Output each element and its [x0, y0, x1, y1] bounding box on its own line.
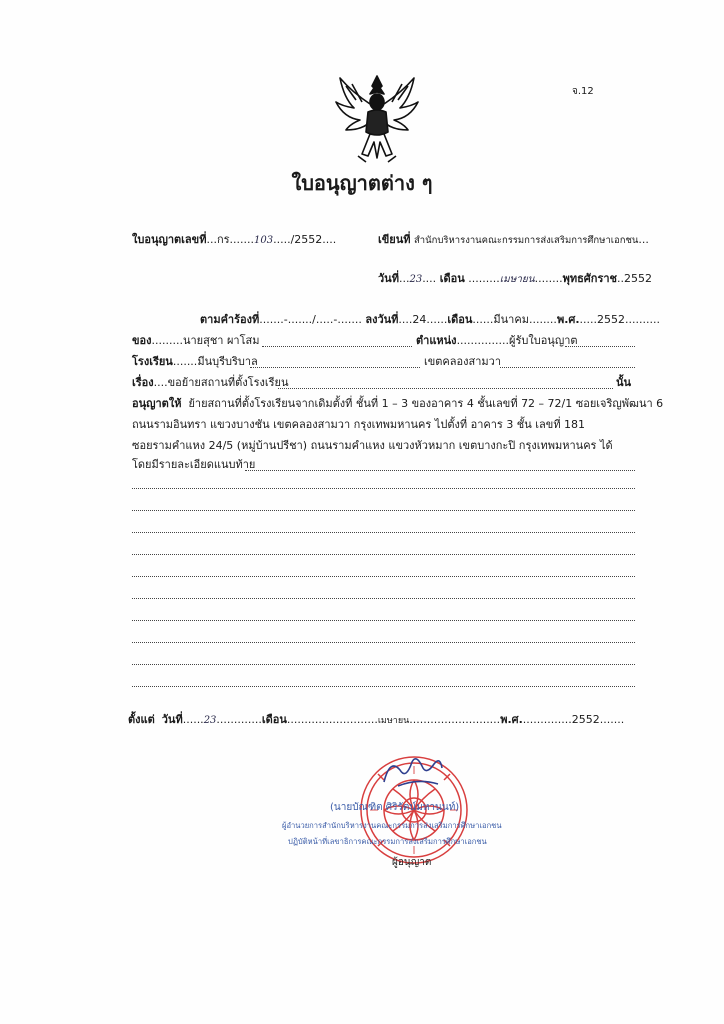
position-dots [565, 346, 635, 347]
license-year: /2552 [290, 233, 323, 246]
district-dots [500, 367, 635, 368]
garuda-emblem-icon [332, 72, 422, 164]
issue-day-label: วันที่ [378, 272, 399, 285]
written-at-label: เขียนที่ [378, 233, 411, 246]
subject-label: เรื่อง [132, 376, 154, 389]
signature-icon [378, 752, 448, 796]
school-row: โรงเรียน.......มีนบุรีบริบาล [132, 355, 258, 368]
issue-year: 2552 [624, 272, 653, 285]
effective-month-label: เดือน [261, 713, 287, 726]
signatory-name: (นายบัณฑิต ศิริรัตน์มหานนท์) [330, 802, 460, 813]
form-code: จ.12 [572, 86, 594, 97]
issue-month: เมษายน [499, 274, 535, 285]
subject-end: นั้น [616, 376, 632, 389]
school-name: มีนบุรีบริบาล [197, 355, 258, 368]
subject-dots [278, 388, 613, 389]
permit-line-2: ถนนรามอินทรา แขวงบางชัน เขตคลองสามวา กรุงเทพมหานคร ไปตั้งที่ อาคาร 3 ชั้น เลขที่ 181 [132, 418, 586, 431]
document-title: ใบอนุญาตต่าง ๆ [291, 171, 433, 195]
issue-day: 23 [409, 274, 423, 285]
request-row: ตามคำร้องที่.......-......./.....-....... ลงวันที่....24......เดือน......มีนาคม........พ.ศ......2552.......... [200, 313, 660, 326]
blank-line [132, 532, 635, 533]
position-cell: ตำแหน่ง...............ผู้รับใบอนุญาต [416, 334, 578, 347]
blank-line [132, 642, 635, 643]
signatory-role: ผู้อนุญาต [392, 857, 432, 868]
issue-year-label: พุทธศักราช [562, 272, 618, 285]
of-label: ของ [132, 334, 152, 347]
request-year: 2552 [597, 313, 626, 326]
position-value: ผู้รับใบอนุญาต [509, 334, 578, 347]
of-name: นายสุชา ผาโสม [182, 334, 260, 347]
blank-line [132, 576, 635, 577]
request-date-label: ลงวันที่ [365, 313, 399, 326]
license-prefix: กร [216, 233, 230, 246]
subject-value: ขอย้ายสถานที่ตั้งโรงเรียน [167, 376, 289, 389]
blank-line [132, 686, 635, 687]
permit-label: อนุญาตให้ [132, 397, 182, 410]
effective-day-label: วันที่ [161, 713, 183, 726]
position-label: ตำแหน่ง [416, 334, 457, 347]
effective-year: 2552 [571, 713, 600, 726]
blank-line [132, 620, 635, 621]
effective-label: ตั้งแต่ [128, 713, 155, 726]
permit-text-1: ย้ายสถานที่ตั้งโรงเรียนจากเดิมตั้งที่ ชั้นที่ 1 – 3 ของอาคาร 4 ชั้นเลขที่ 72 – 72/1 ซอยเจริญพัฒนา 6 [188, 397, 664, 410]
request-month-label: เดือน [447, 313, 473, 326]
blank-line [132, 664, 635, 665]
issue-date-row: วันที่...23.... เดือน .........เมษายน........พุทธศักราช..2552 [378, 272, 653, 285]
request-number: -......./.....-...... [283, 313, 359, 326]
signatory-title-1: ผู้อำนวยการสำนักบริหารงานคณะกรรมการส่งเสริมการศึกษาเอกชน [282, 821, 502, 830]
of-row: ของ.........นายสุชา ผาโสม [132, 334, 260, 347]
effective-day: 23 [203, 715, 217, 726]
request-day: 24 [412, 313, 427, 326]
issue-month-label: เดือน [439, 272, 465, 285]
permit-line-4: โดยมีรายละเอียดแนบท้าย [132, 458, 256, 471]
permit-line-3: ซอยรามคำแหง 24/5 (หมู่บ้านปรีชา) ถนนรามคำแหง แขวงหัวหมาก เขตบางกะปิ กรุงเทพมหานคร ได้ [132, 439, 613, 452]
blank-line [132, 488, 635, 489]
permit-dots-4 [245, 470, 635, 471]
effective-month: เมษายน [377, 716, 410, 726]
subject-row: เรื่อง....ขอย้ายสถานที่ตั้งโรงเรียน [132, 376, 289, 389]
of-name-dots [262, 346, 412, 347]
effective-year-label: พ.ศ. [500, 713, 523, 726]
school-dots [250, 367, 420, 368]
request-label: ตามคำร้องที่ [200, 313, 260, 326]
request-month: มีนาคม [493, 313, 529, 326]
license-number-row: ใบอนุญาตเลขที่...กร.......103...../2552.... [132, 233, 337, 246]
blank-line [132, 554, 635, 555]
blank-line [132, 510, 635, 511]
license-number: 103 [254, 235, 274, 246]
written-at-value: สำนักบริหารงานคณะกรรมการส่งเสริมการศึกษาเอกชน [414, 235, 639, 246]
school-label: โรงเรียน [132, 355, 173, 368]
permit-line-1 [132, 394, 663, 412]
written-at-row: เขียนที่ สำนักบริหารงานคณะกรรมการส่งเสริมการศึกษาเอกชน... [378, 233, 649, 246]
blank-line [132, 598, 635, 599]
license-label: ใบอนุญาตเลขที่ [132, 233, 207, 246]
signatory-title-2: ปฏิบัติหน้าที่เลขาธิการคณะกรรมการส่งเสริมการศึกษาเอกชน [288, 837, 487, 846]
effective-row: ตั้งแต่ วันที่......23.............เดือน..........................เมษายน..........................พ.ศ...............2552....... [128, 713, 625, 726]
request-year-label: พ.ศ. [556, 313, 580, 326]
school-district: เขตคลองสามวา [424, 355, 501, 368]
